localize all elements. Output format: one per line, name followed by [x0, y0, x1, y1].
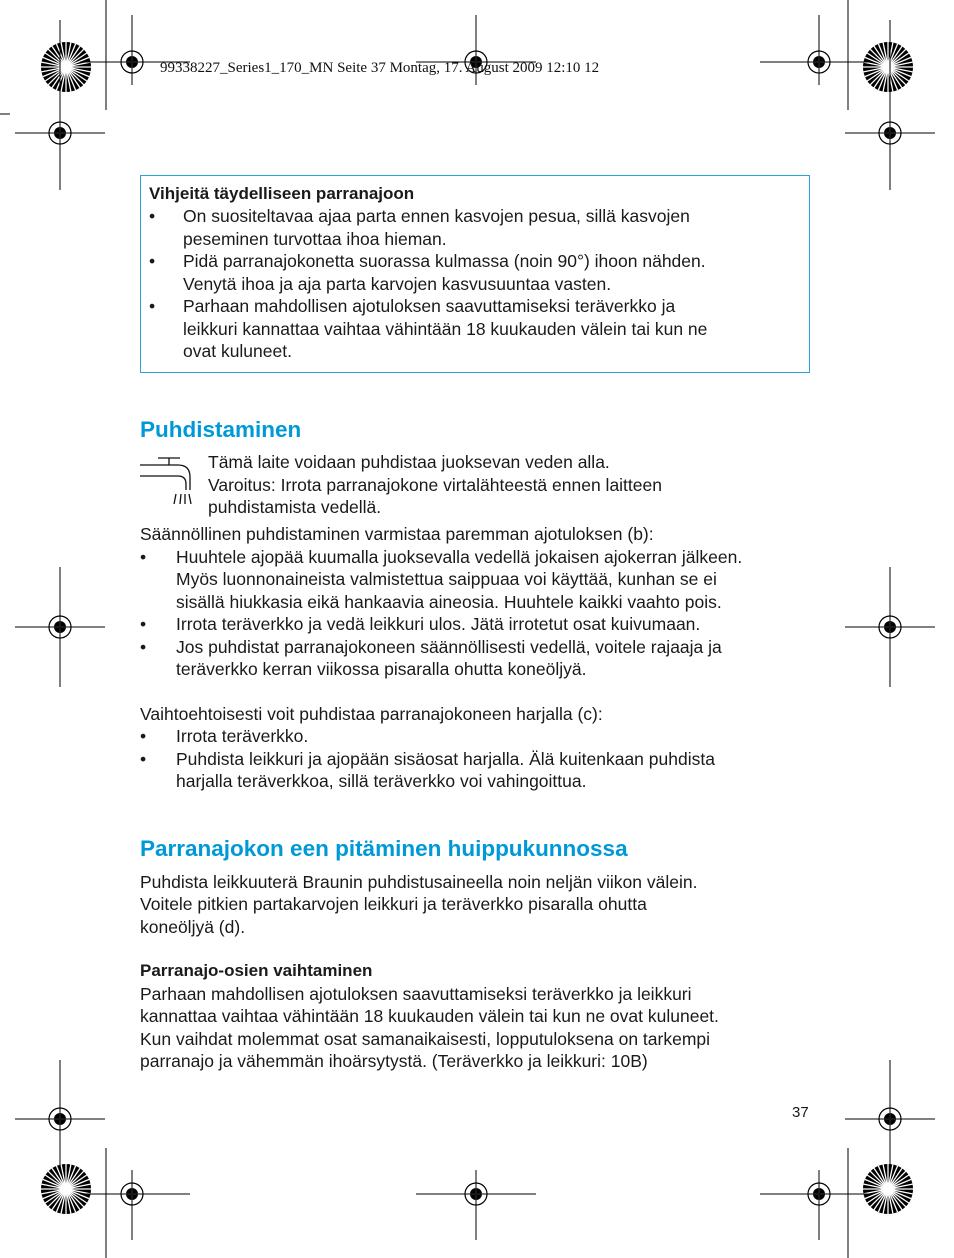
- list-item: • Irrota teräverkko ja vedä leikkuri ulos. Jätä irrotetut osat kuivumaan.: [140, 614, 701, 634]
- bullet: •: [149, 296, 156, 316]
- list-item: [149, 250, 801, 295]
- bullet: •: [140, 546, 147, 567]
- water-warning: [140, 451, 820, 523]
- main-content: [140, 416, 820, 1073]
- regular-intro: Säännöllinen puhdistaminen varmistaa paremman ajotuloksen (b):: [140, 524, 654, 544]
- bullet: •: [149, 251, 156, 271]
- replacement-heading: Parranajo-osien vaihtaminen: [140, 961, 373, 980]
- bullet: •: [140, 636, 147, 657]
- maintenance-paragraph: Puhdista leikkuuterä Braunin puhdistusaineella noin neljän viikon välein. Voitele pitkien partakarvojen leikkuri ja teräverkko pisaralla ohutta koneöljyä (d).: [140, 871, 698, 937]
- list-item-text: Pidä parranajokonetta suorassa kulmassa (noin 90°) ihoon nähden.: [183, 251, 706, 271]
- replacement-paragraph: Parhaan mahdollisen ajotuloksen saavuttamiseksi teräverkko ja leikkuri kannattaa vaihtaa vähintään 18 kuukauden välein tai kun ne ovat kuluneet. Kun vaihdat molemmat osat samanaikaisesti, lopputuloksena on tarkempi parranajo ja vähemmän ihoärsytystä. (Teräverkko ja leikkuri: 10B): [140, 983, 719, 1071]
- list-item: [149, 295, 801, 363]
- list-item-text: peseminen turvottaa ihoa hieman.: [183, 228, 447, 249]
- list-item-text: ovat kuluneet.: [183, 341, 292, 361]
- print-header: 99338227_Series1_170_MN Seite 37 Montag, 17. August 2009 12:10 12: [160, 60, 600, 76]
- list-item-text: Venytä ihoa ja aja parta karvojen kasvusuuntaa vasten.: [183, 273, 612, 294]
- bullet: •: [140, 614, 147, 634]
- water-text: Tämä laite voidaan puhdistaa juoksevan veden alla. Varoitus: Irrota parranajokone virtalähteestä ennen laitteen puhdistamista vedellä.: [208, 452, 662, 517]
- brush-list: [140, 725, 820, 793]
- cleaning-heading: Puhdistaminen: [140, 417, 302, 442]
- bullet: •: [149, 206, 156, 226]
- tips-list: [149, 205, 801, 363]
- regular-list: [140, 546, 820, 681]
- running-water-icon: [140, 456, 196, 514]
- brush-intro: Vaihtoehtoisesti voit puhdistaa parranajokoneen harjalla (c):: [140, 703, 603, 724]
- list-item: • Puhdista leikkuri ja ajopään sisäosat harjalla. Älä kuitenkaan puhdista harjalla teräverkkoa, sillä teräverkko voi vahingoittua.: [140, 748, 715, 791]
- list-item: • Irrota teräverkko.: [140, 726, 309, 746]
- list-item: • Jos puhdistat parranajokoneen säännöllisesti vedellä, voitele rajaaja ja teräverkko kerran viikossa pisaralla ohutta koneöljyä.: [140, 636, 722, 679]
- page-number: 37: [792, 1104, 809, 1121]
- list-item-text: leikkuri kannattaa vaihtaa vähintään 18 kuukauden välein tai kun ne: [183, 318, 708, 339]
- list-item-text: Parhaan mahdollisen ajotuloksen saavuttamiseksi teräverkko ja: [183, 296, 676, 316]
- list-item: • Huuhtele ajopää kuumalla juoksevalla vedellä jokaisen ajokerran jälkeen. Myös luonnonaineista valmistettua saippuaa voi käyttää, kunhan se ei sisällä hiukkasia eikä hankaavia aineosia. Huuhtele kaikki vaahto pois.: [140, 546, 743, 612]
- tips-title: Vihjeitä täydelliseen parranajoon: [149, 184, 415, 203]
- maintenance-heading: Parranajokon een pitäminen huippukunnossa: [140, 835, 628, 861]
- bullet: •: [140, 748, 147, 769]
- list-item: [149, 205, 801, 250]
- tips-box: [140, 175, 810, 373]
- list-item-text: On suositeltavaa ajaa parta ennen kasvojen pesua, sillä kasvojen: [183, 206, 690, 226]
- bullet: •: [140, 726, 147, 746]
